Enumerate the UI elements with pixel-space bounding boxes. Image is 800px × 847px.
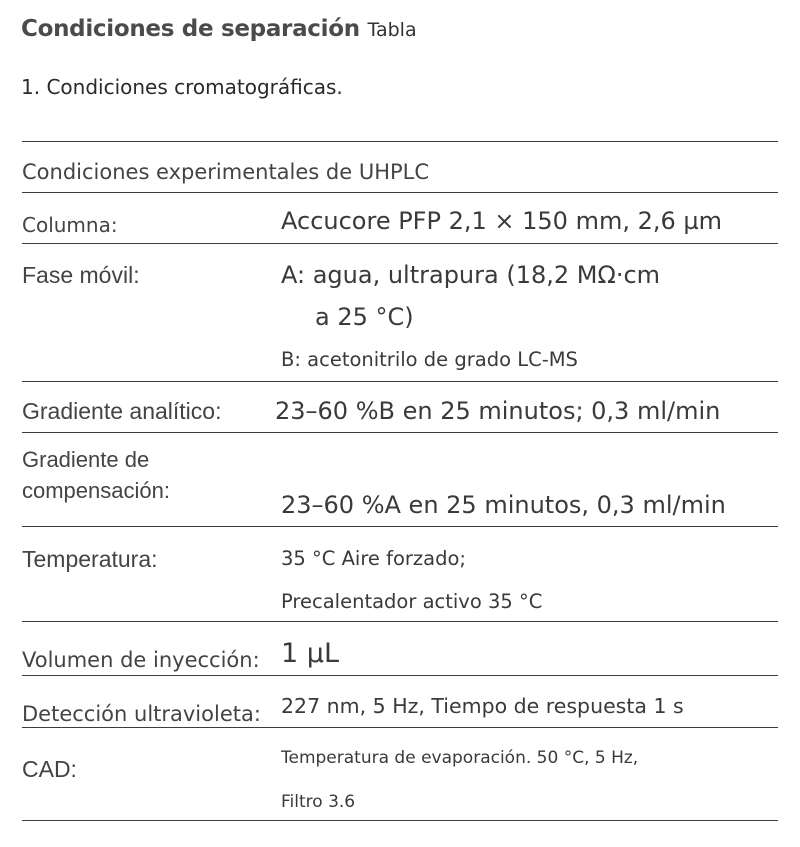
row-label: Volumen de inyección:: [22, 648, 260, 672]
row-value: 23–60 %B en 25 minutos; 0,3 ml/min: [275, 397, 721, 425]
row-label: Temperatura:: [22, 546, 158, 572]
table-rule: [22, 727, 778, 728]
table-rule: [22, 526, 778, 527]
table-rule: [22, 820, 778, 821]
row-value: a 25 °C): [315, 303, 414, 331]
row-value: Temperatura de evaporación. 50 °C, 5 Hz,: [281, 748, 639, 768]
row-label: Columna:: [22, 213, 118, 237]
row-label: compensación:: [22, 478, 170, 503]
title-suffix: Tabla: [367, 19, 417, 41]
title-main: Condiciones de separación: [21, 16, 360, 42]
table-rule: [22, 675, 778, 676]
table-rule: [22, 432, 778, 433]
table-rule: [22, 243, 778, 244]
row-value: 35 °C Aire forzado;: [281, 547, 466, 570]
row-value: Accucore PFP 2,1 × 150 mm, 2,6 µm: [281, 207, 723, 235]
row-value: A: agua, ultrapura (18,2 MΩ·cm: [281, 261, 661, 289]
table-caption: 1. Condiciones cromatográficas.: [21, 75, 343, 99]
page-title: [21, 16, 417, 42]
table-rule: [22, 141, 778, 142]
row-value: Precalentador activo 35 °C: [281, 590, 543, 613]
row-value: Filtro 3.6: [281, 792, 356, 812]
row-label: Fase móvil:: [22, 262, 140, 288]
table-heading: Condiciones experimentales de UHPLC: [22, 160, 430, 184]
row-label: Gradiente analítico:: [22, 398, 222, 424]
row-value: 227 nm, 5 Hz, Tiempo de respuesta 1 s: [281, 694, 684, 718]
row-label: Gradiente de: [22, 447, 150, 472]
table-rule: [22, 381, 778, 382]
row-value: 23–60 %A en 25 minutos, 0,3 ml/min: [281, 491, 726, 519]
table-rule: [22, 621, 778, 622]
row-value: B: acetonitrilo de grado LC-MS: [281, 348, 578, 371]
table-rule: [22, 192, 778, 193]
row-label: Detección ultravioleta:: [22, 702, 261, 726]
row-label: CAD:: [22, 756, 77, 782]
row-value: 1 µL: [281, 638, 339, 669]
